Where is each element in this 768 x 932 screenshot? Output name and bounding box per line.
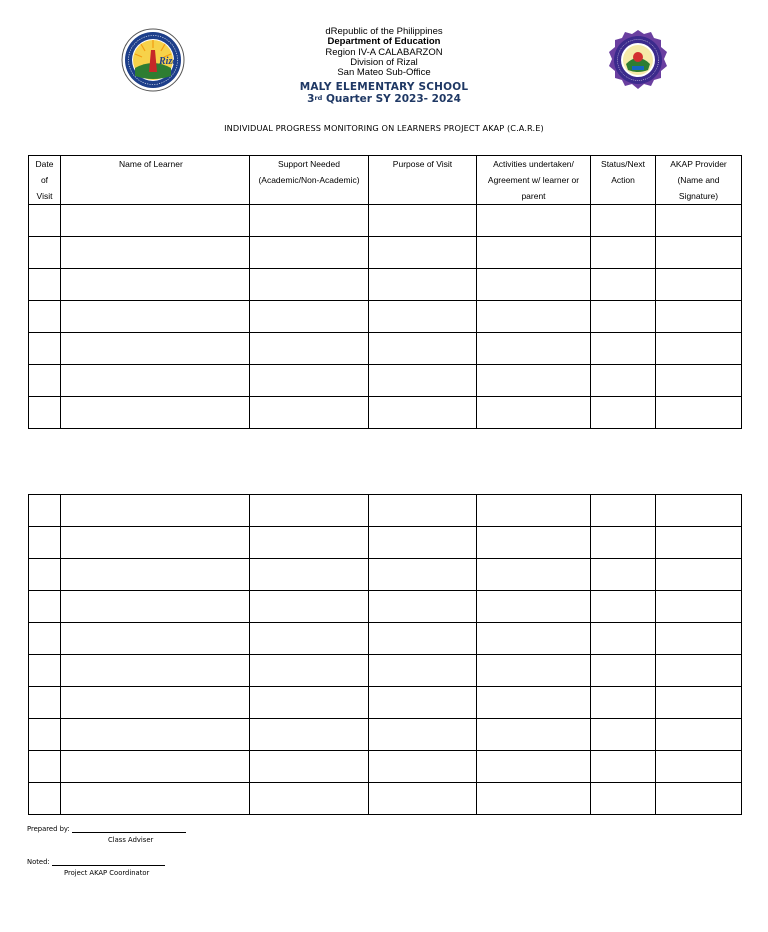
table-cell[interactable] — [656, 397, 742, 429]
table-cell[interactable] — [29, 623, 61, 655]
table-cell[interactable] — [656, 623, 742, 655]
table-cell[interactable] — [29, 495, 61, 527]
table-cell[interactable] — [591, 687, 656, 719]
col-date-of-visit: Date of Visit — [29, 156, 61, 205]
table-cell[interactable] — [61, 269, 250, 301]
prepared-by-label: Prepared by: — [27, 825, 70, 833]
table-cell[interactable] — [477, 559, 591, 591]
table-cell[interactable] — [29, 655, 61, 687]
table-cell[interactable] — [61, 687, 250, 719]
table-cell[interactable] — [656, 301, 742, 333]
quarter-line — [234, 93, 534, 105]
table-cell[interactable] — [61, 591, 250, 623]
table-cell[interactable] — [250, 623, 369, 655]
monitoring-table-2 — [28, 494, 742, 815]
left-logo-text: Rizal — [159, 56, 181, 67]
table-1-body — [29, 205, 742, 429]
table-cell[interactable] — [656, 365, 742, 397]
table-cell[interactable] — [591, 495, 656, 527]
table-cell[interactable] — [61, 495, 250, 527]
table-2-body — [29, 495, 742, 815]
table-cell[interactable] — [369, 751, 477, 783]
table-cell[interactable] — [591, 623, 656, 655]
table-cell[interactable] — [477, 205, 591, 237]
table-cell[interactable] — [656, 655, 742, 687]
table-cell[interactable] — [591, 559, 656, 591]
table-cell[interactable] — [591, 719, 656, 751]
table-cell[interactable] — [250, 495, 369, 527]
table-cell[interactable] — [591, 365, 656, 397]
table-cell[interactable] — [250, 365, 369, 397]
table-cell[interactable] — [477, 719, 591, 751]
table-cell[interactable] — [250, 655, 369, 687]
table-cell[interactable] — [29, 719, 61, 751]
republic-line: dRepublic of the Philippines — [325, 26, 443, 37]
deped-rizal-logo — [121, 28, 185, 92]
table-row — [29, 623, 742, 655]
table-cell[interactable] — [656, 269, 742, 301]
table-cell[interactable] — [369, 687, 477, 719]
table-cell[interactable] — [250, 333, 369, 365]
col-name-of-learner: Name of Learner — [61, 156, 250, 205]
table-row — [29, 719, 742, 751]
table-row — [29, 527, 742, 559]
table-cell[interactable] — [61, 655, 250, 687]
table-cell[interactable] — [591, 205, 656, 237]
noted-label: Noted: — [27, 858, 50, 866]
table-cell[interactable] — [369, 495, 477, 527]
table-cell[interactable] — [29, 397, 61, 429]
table-cell[interactable] — [250, 205, 369, 237]
table-header-row — [29, 156, 742, 205]
akap-coordinator-label: Project AKAP Coordinator — [64, 869, 150, 877]
table-row — [29, 751, 742, 783]
table-cell[interactable] — [656, 495, 742, 527]
table-cell[interactable] — [477, 333, 591, 365]
table-cell[interactable] — [250, 527, 369, 559]
table-cell[interactable] — [591, 237, 656, 269]
table-cell[interactable] — [61, 205, 250, 237]
table-cell[interactable] — [656, 205, 742, 237]
quarter-suffix: rd — [314, 94, 323, 103]
table-cell[interactable] — [250, 783, 369, 815]
form-title: INDIVIDUAL PROGRESS MONITORING ON LEARNERS PROJECT AKAP (C.A.R.E) — [224, 123, 544, 133]
table-row — [29, 687, 742, 719]
school-seal-logo — [606, 28, 670, 92]
table-cell[interactable] — [250, 751, 369, 783]
table-cell[interactable] — [477, 591, 591, 623]
table-row — [29, 365, 742, 397]
table-row — [29, 655, 742, 687]
table-cell[interactable] — [250, 591, 369, 623]
table-row — [29, 783, 742, 815]
table-cell[interactable] — [477, 751, 591, 783]
table-row — [29, 591, 742, 623]
table-cell[interactable] — [61, 237, 250, 269]
table-cell[interactable] — [656, 333, 742, 365]
table-cell[interactable] — [477, 301, 591, 333]
table-row — [29, 559, 742, 591]
table-cell[interactable] — [369, 301, 477, 333]
table-cell[interactable] — [61, 365, 250, 397]
table-cell[interactable] — [29, 269, 61, 301]
table-cell[interactable] — [369, 397, 477, 429]
table-cell[interactable] — [591, 591, 656, 623]
table-cell[interactable] — [369, 559, 477, 591]
table-cell[interactable] — [656, 527, 742, 559]
table-cell[interactable] — [369, 527, 477, 559]
table-cell[interactable] — [250, 687, 369, 719]
table-cell[interactable] — [656, 687, 742, 719]
table-cell[interactable] — [29, 527, 61, 559]
table-cell[interactable] — [29, 687, 61, 719]
suboffice-line: San Mateo Sub-Office — [337, 67, 431, 79]
table-cell[interactable] — [250, 237, 369, 269]
table-cell[interactable] — [591, 301, 656, 333]
table-cell[interactable] — [656, 591, 742, 623]
table-cell[interactable] — [477, 269, 591, 301]
table-cell[interactable] — [61, 333, 250, 365]
table-cell[interactable] — [61, 527, 250, 559]
table-cell[interactable] — [369, 365, 477, 397]
table-cell[interactable] — [591, 527, 656, 559]
table-cell[interactable] — [29, 301, 61, 333]
table-cell[interactable] — [29, 333, 61, 365]
noted-by-block — [27, 857, 165, 866]
monitoring-table-1 — [28, 155, 742, 429]
table-cell[interactable] — [477, 687, 591, 719]
table-cell[interactable] — [369, 623, 477, 655]
table-cell[interactable] — [591, 655, 656, 687]
table-row — [29, 397, 742, 429]
table-row — [29, 269, 742, 301]
table-cell[interactable] — [61, 397, 250, 429]
table-cell[interactable] — [369, 237, 477, 269]
table-cell[interactable] — [477, 495, 591, 527]
table-cell[interactable] — [591, 751, 656, 783]
table-cell[interactable] — [250, 269, 369, 301]
table-cell[interactable] — [29, 591, 61, 623]
table-cell[interactable] — [369, 205, 477, 237]
quarter-text: Quarter SY 2023- 2024 — [322, 93, 461, 106]
department-line: Department of Education — [327, 36, 441, 48]
table-cell[interactable] — [656, 783, 742, 815]
col-activities-undertaken: Activities undertaken/ Agreement w/ learner or parent — [477, 156, 591, 205]
table-cell[interactable] — [656, 559, 742, 591]
table-cell[interactable] — [369, 655, 477, 687]
table-row — [29, 301, 742, 333]
table-cell[interactable] — [369, 783, 477, 815]
table-cell[interactable] — [29, 365, 61, 397]
table-cell[interactable] — [369, 719, 477, 751]
noted-signature-line[interactable] — [52, 857, 165, 866]
table-cell[interactable] — [29, 205, 61, 237]
table-cell[interactable] — [591, 333, 656, 365]
prepared-by-signature-line[interactable] — [72, 824, 186, 833]
table-cell[interactable] — [369, 591, 477, 623]
col-akap-provider: AKAP Provider (Name and Signature) — [656, 156, 742, 205]
table-cell[interactable] — [477, 623, 591, 655]
quarter-number: 3 — [307, 93, 315, 106]
table-cell[interactable] — [250, 301, 369, 333]
class-adviser-label: Class Adviser — [108, 836, 154, 844]
table-cell[interactable] — [250, 559, 369, 591]
col-status-next-action: Status/Next Action — [591, 156, 656, 205]
table-cell[interactable] — [61, 301, 250, 333]
table-row — [29, 495, 742, 527]
table-cell[interactable] — [656, 751, 742, 783]
table-cell[interactable] — [591, 783, 656, 815]
table-cell[interactable] — [477, 655, 591, 687]
table-cell[interactable] — [477, 783, 591, 815]
region-line: Region IV-A CALABARZON — [325, 46, 443, 58]
table-cell[interactable] — [477, 365, 591, 397]
school-name: MALY ELEMENTARY SCHOOL — [299, 81, 469, 94]
table-cell[interactable] — [369, 333, 477, 365]
table-cell[interactable] — [29, 559, 61, 591]
document-header — [234, 27, 534, 105]
division-line: Division of Rizal — [350, 56, 418, 68]
table-cell[interactable] — [61, 783, 250, 815]
table-cell[interactable] — [61, 623, 250, 655]
table-cell[interactable] — [477, 527, 591, 559]
table-cell[interactable] — [250, 719, 369, 751]
table-cell[interactable] — [61, 559, 250, 591]
table-cell[interactable] — [29, 783, 61, 815]
table-cell[interactable] — [477, 237, 591, 269]
col-purpose-of-visit: Purpose of Visit — [369, 156, 477, 205]
table-cell[interactable] — [369, 269, 477, 301]
table-cell[interactable] — [656, 237, 742, 269]
prepared-by-block — [27, 824, 186, 833]
table-cell[interactable] — [250, 397, 369, 429]
table-row — [29, 333, 742, 365]
col-support-needed: Support Needed (Academic/Non-Academic) — [250, 156, 369, 205]
table-cell[interactable] — [29, 751, 61, 783]
table-cell[interactable] — [591, 269, 656, 301]
table-cell[interactable] — [61, 751, 250, 783]
table-cell[interactable] — [591, 397, 656, 429]
table-row — [29, 205, 742, 237]
table-cell[interactable] — [477, 397, 591, 429]
table-cell[interactable] — [656, 719, 742, 751]
table-row — [29, 237, 742, 269]
table-cell[interactable] — [61, 719, 250, 751]
table-cell[interactable] — [29, 237, 61, 269]
